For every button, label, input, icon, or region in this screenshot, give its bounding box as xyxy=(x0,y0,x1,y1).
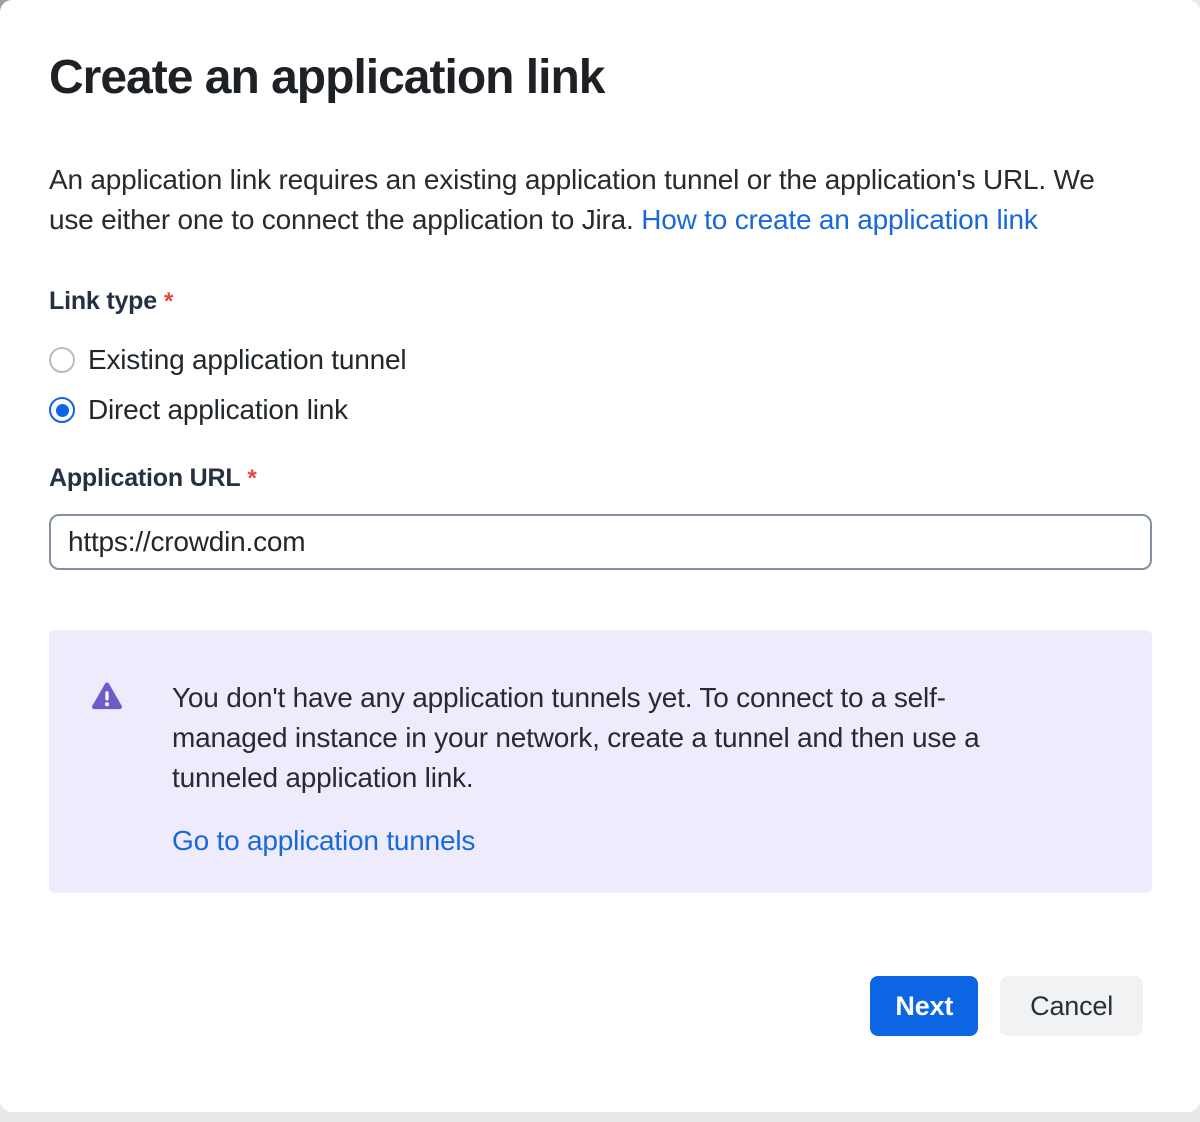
application-url-input[interactable] xyxy=(49,514,1152,570)
radio-existing-application-tunnel[interactable] xyxy=(49,335,1152,385)
dialog-title: Create an application link xyxy=(49,51,605,104)
radio-direct-application-link[interactable] xyxy=(49,385,1152,435)
radio-label[interactable]: Direct application link xyxy=(88,394,348,425)
alert-body xyxy=(172,678,1057,861)
link-type-radio-group xyxy=(49,335,1152,435)
radio-button-icon[interactable] xyxy=(49,347,75,373)
cancel-button[interactable]: Cancel xyxy=(1000,976,1143,1036)
radio-label[interactable]: Existing application tunnel xyxy=(88,344,407,375)
application-url-label xyxy=(49,463,1152,494)
how-to-create-link[interactable]: How to create an application link xyxy=(641,204,1038,235)
radio-dot xyxy=(56,404,69,417)
required-asterisk: * xyxy=(163,288,174,315)
no-tunnels-alert xyxy=(49,630,1152,893)
alert-message: You don't have any application tunnels yet. To connect to a self-managed instance in your network, create a tunnel and then use a tunneled application link. xyxy=(172,682,980,793)
intro-text: An application link requires an existing application tunnel or the application's URL. We use either one to connect the application to Jira. xyxy=(49,164,1095,235)
application-url-label-text: Application URL xyxy=(49,464,241,492)
required-asterisk: * xyxy=(247,465,257,492)
link-type-label-text: Link type xyxy=(49,287,157,315)
dialog-actions xyxy=(49,976,1152,1036)
warning-triangle-icon xyxy=(88,680,126,719)
link-type-label xyxy=(49,286,1152,317)
intro-paragraph xyxy=(49,160,1141,240)
go-to-application-tunnels-link[interactable]: Go to application tunnels xyxy=(172,825,476,856)
next-button[interactable]: Next xyxy=(870,976,978,1036)
radio-button-icon[interactable] xyxy=(49,397,75,423)
